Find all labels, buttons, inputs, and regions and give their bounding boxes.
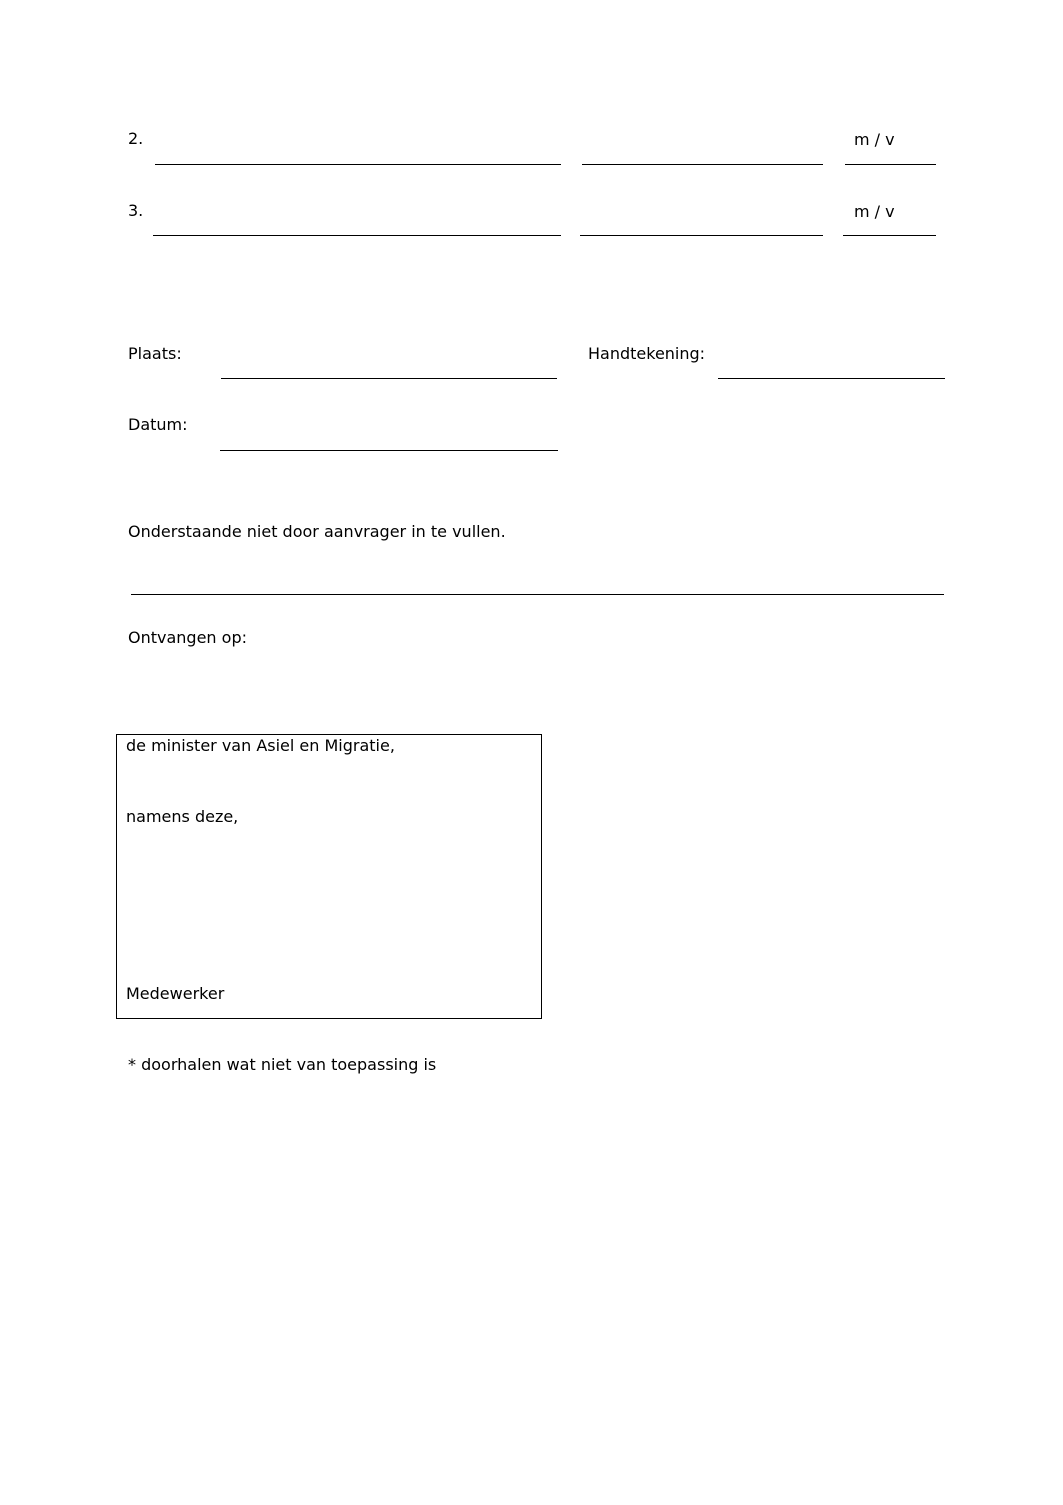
row-2-number: 2.: [128, 129, 144, 148]
row-3-gender-options[interactable]: m / v: [854, 202, 895, 221]
employee-label: Medewerker: [126, 984, 225, 1003]
row-3-name-field[interactable]: [153, 235, 561, 236]
row-2-gender-options[interactable]: m / v: [854, 130, 895, 149]
row-2-gender-field[interactable]: [845, 164, 936, 165]
row-3-gender-field[interactable]: [843, 235, 936, 236]
date-label: Datum:: [128, 415, 188, 434]
signature-field[interactable]: [718, 378, 945, 379]
authority-text: de minister van Asiel en Migratie,: [126, 736, 395, 755]
received-on-label: Ontvangen op:: [128, 628, 247, 647]
on-behalf-text: namens deze,: [126, 807, 239, 826]
row-2-name-field[interactable]: [155, 164, 561, 165]
footnote: * doorhalen wat niet van toepassing is: [128, 1055, 437, 1074]
section-divider: [131, 594, 944, 595]
signature-label: Handtekening:: [588, 344, 706, 363]
date-field[interactable]: [220, 450, 558, 451]
row-3-number: 3.: [128, 201, 144, 220]
row-3-birthdate-field[interactable]: [580, 235, 823, 236]
place-label: Plaats:: [128, 344, 182, 363]
place-field[interactable]: [221, 378, 557, 379]
office-use-notice: Onderstaande niet door aanvrager in te vullen.: [128, 522, 506, 541]
authority-stamp-box: [116, 734, 542, 1019]
row-2-birthdate-field[interactable]: [582, 164, 823, 165]
